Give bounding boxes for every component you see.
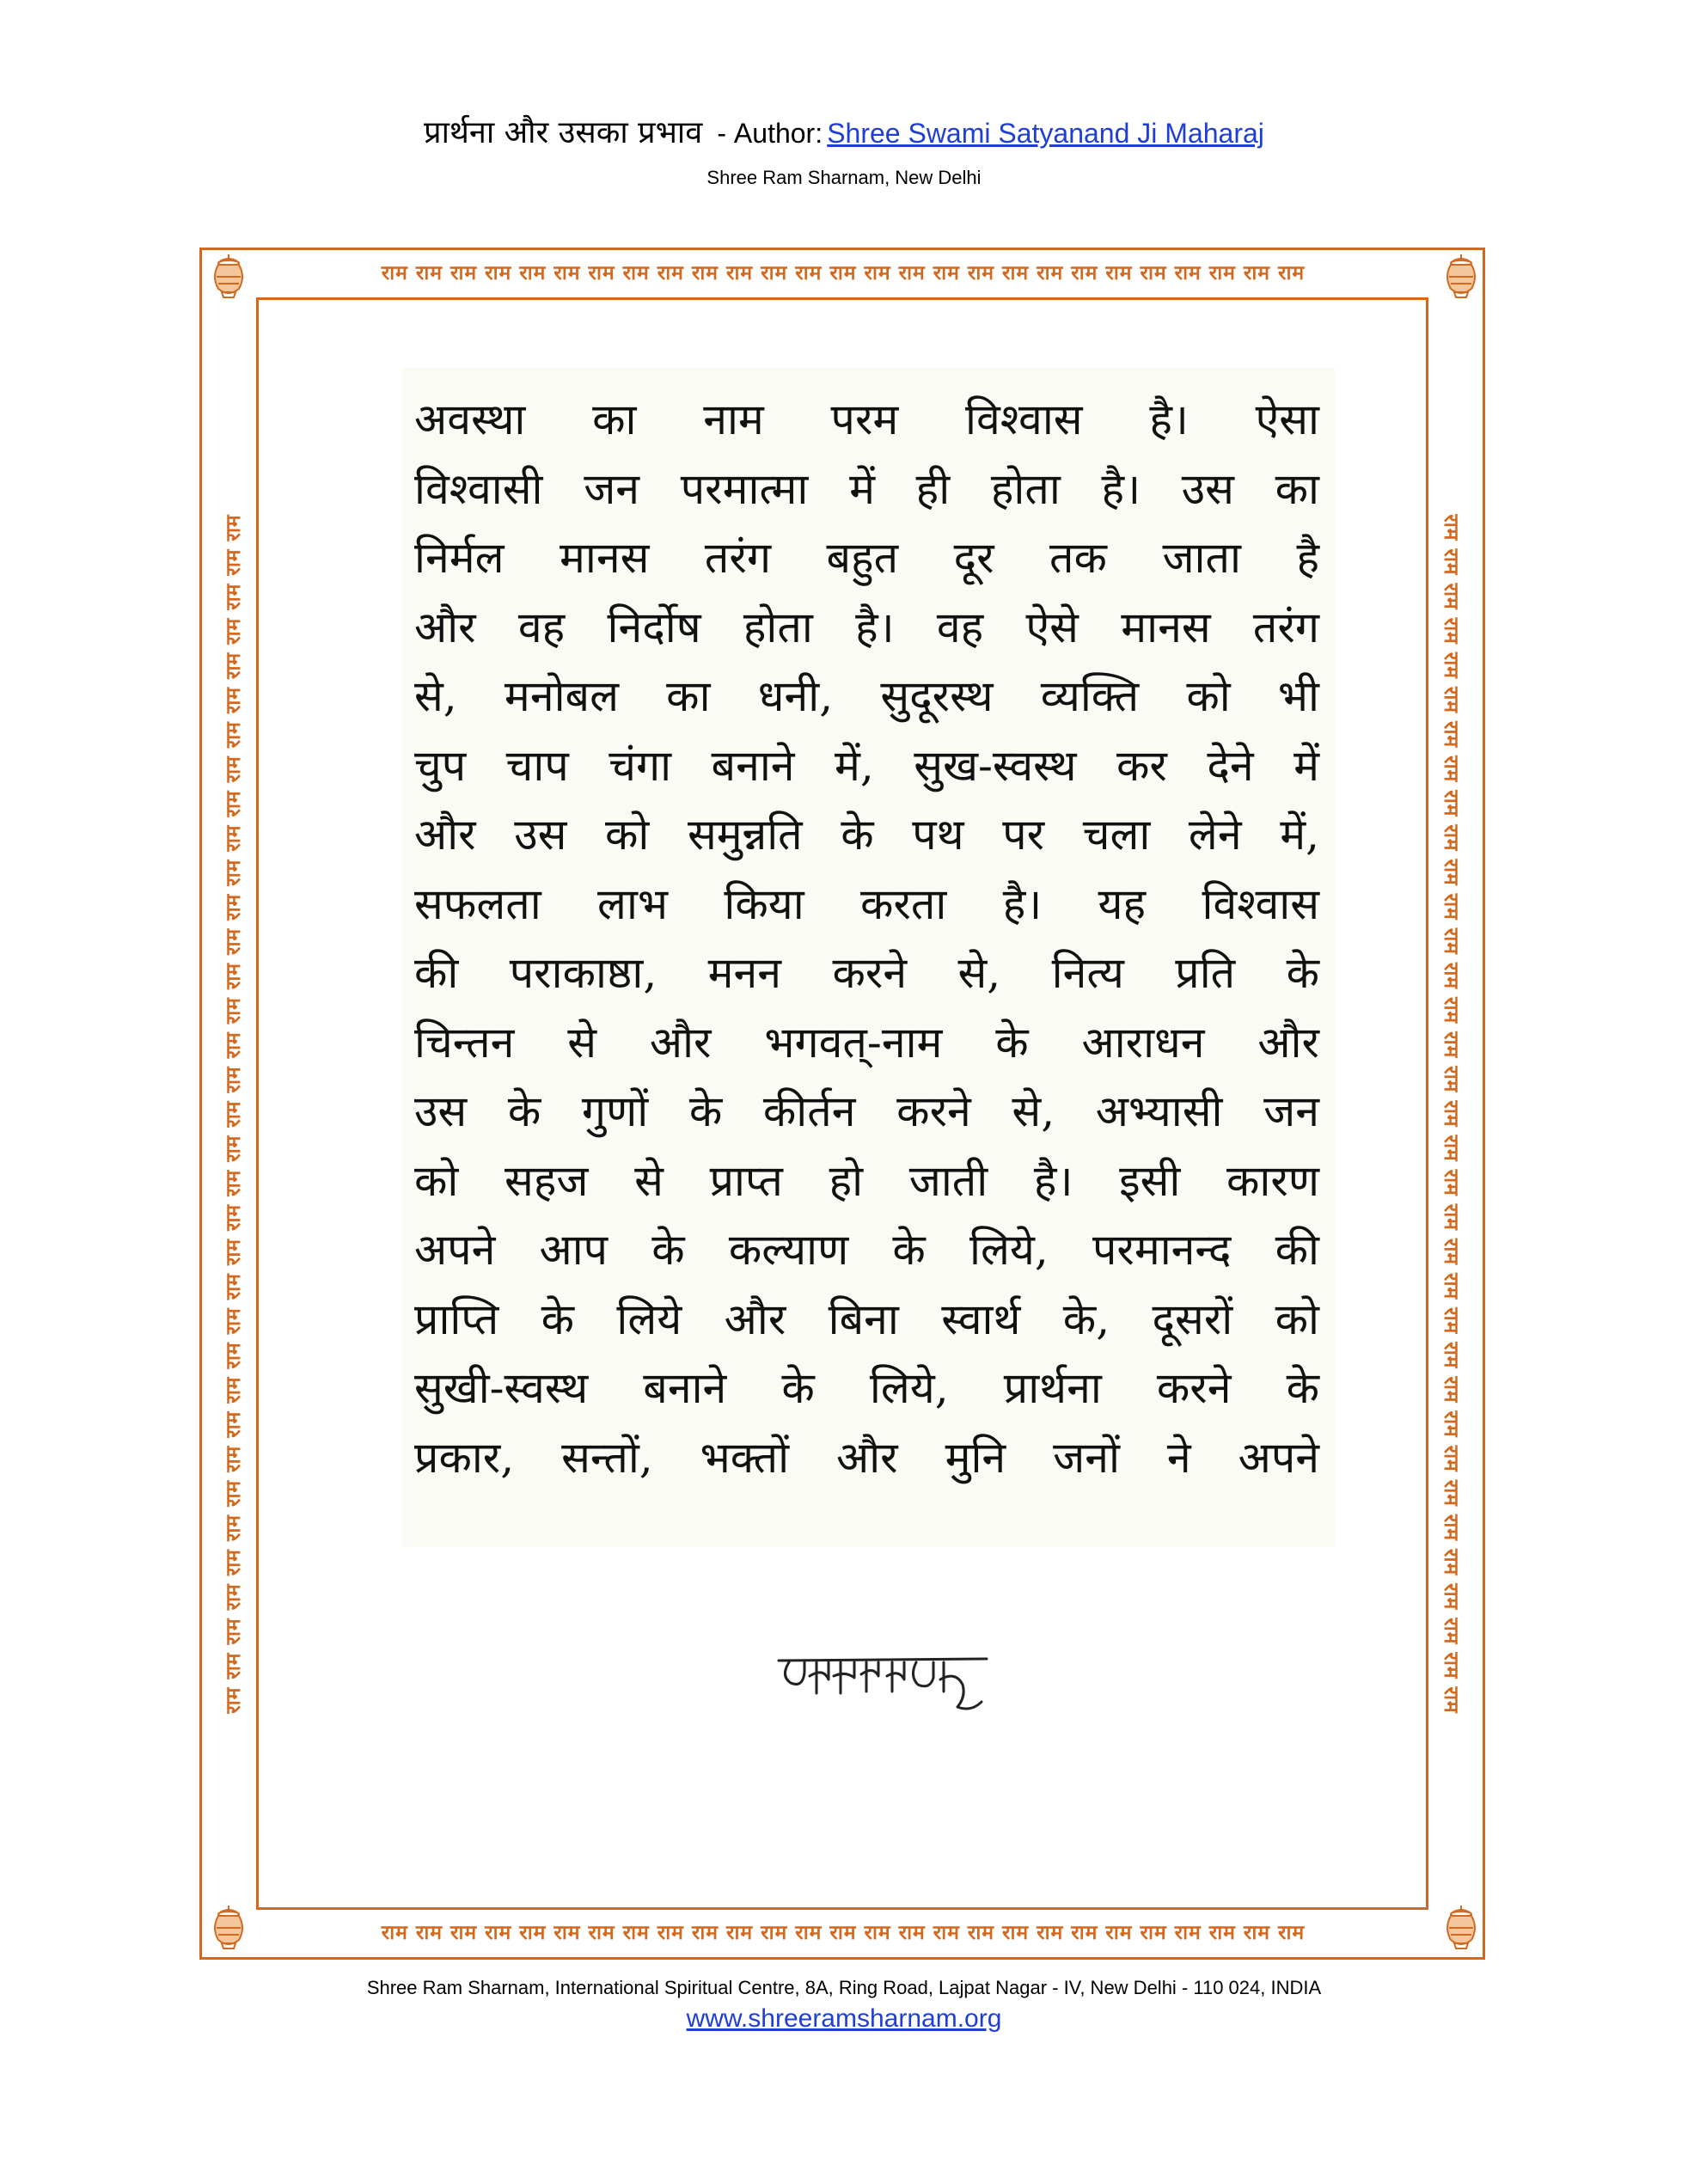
footer-website — [0, 2004, 1688, 2034]
page-title: प्रार्थना और उसका प्रभाव — [424, 115, 703, 150]
text-line: सफलता लाभ किया करता है। यह विश्वास — [414, 878, 1319, 929]
kalash-icon — [206, 251, 251, 301]
border-ram-bottom: राम राम राम राम राम राम राम राम राम राम राम राम राम राम राम राम राम राम राम राम राम राम राम राम राम राम राम — [381, 1922, 1306, 1944]
kalash-icon — [1439, 1902, 1483, 1952]
text-line: उस के गुणों के कीर्तन करने से, अभ्यासी जन — [414, 1086, 1319, 1136]
signature — [772, 1642, 995, 1719]
text-line: से, मनोबल का धनी, सुदूरस्थ व्यक्ति को भी — [414, 671, 1319, 721]
text-line: प्रकार, सन्तों, भक्तों और मुनि जनों ने अपने — [414, 1432, 1319, 1483]
text-line: अपने आप के कल्याण के लिये, परमानन्द की — [414, 1225, 1319, 1275]
border-ram-top: राम राम राम राम राम राम राम राम राम राम राम राम राम राम राम राम राम राम राम राम राम राम राम राम राम राम राम — [381, 262, 1306, 284]
author-link[interactable]: Shree Swami Satyanand Ji Maharaj — [827, 118, 1264, 149]
text-line: और उस को समुन्नति के पथ पर चला लेने में, — [414, 810, 1319, 860]
page-subtitle: Shree Ram Sharnam, New Delhi — [706, 167, 982, 188]
text-line: चुप चाप चंगा बनाने में, सुख-स्वस्थ कर देने में — [414, 740, 1319, 791]
border-ram-right: राम राम राम राम राम राम राम राम राम राम राम राम राम राम राम राम राम राम राम राम राम राम राम राम राम राम राम राम राम राम राम राम राम राम राम — [1440, 514, 1462, 1714]
text-line: सुखी-स्वस्थ बनाने के लिये, प्रार्थना करने के — [414, 1363, 1319, 1413]
text-line: चिन्तन से और भगवत्-नाम के आराधन और — [414, 1017, 1319, 1068]
text-line: निर्मल मानस तरंग बहुत दूर तक जाता है — [414, 533, 1319, 583]
footer-address: Shree Ram Sharnam, International Spiritual Centre, 8A, Ring Road, Lajpat Nagar - IV, New Delhi - 110 024, INDIA — [366, 1977, 1322, 1998]
text-line: विश्वासी जन परमात्मा में ही होता है। उस का — [414, 463, 1319, 514]
text-line: को सहज से प्राप्त हो जाती है। इसी कारण — [414, 1155, 1319, 1206]
website-link[interactable]: www.shreeramsharnam.org — [686, 2004, 1002, 2033]
text-line: और वह निर्दोष होता है। वह ऐसे मानस तरंग — [414, 602, 1319, 652]
border-ram-left: राम राम राम राम राम राम राम राम राम राम राम राम राम राम राम राम राम राम राम राम राम राम राम राम राम राम राम राम राम राम राम राम राम राम राम — [223, 514, 245, 1714]
scanned-text-block — [402, 368, 1335, 1547]
author-prefix: - Author: — [717, 118, 823, 149]
kalash-icon — [1439, 251, 1483, 301]
kalash-icon — [206, 1902, 251, 1952]
text-line: प्राप्ति के लिये और बिना स्वार्थ के, दूसरों को — [414, 1294, 1319, 1344]
page-header — [0, 110, 1688, 152]
text-line: अवस्था का नाम परम विश्वास है। ऐसा — [414, 395, 1319, 444]
text-line: की पराकाष्ठा, मनन करने से, नित्य प्रति के — [414, 948, 1319, 998]
